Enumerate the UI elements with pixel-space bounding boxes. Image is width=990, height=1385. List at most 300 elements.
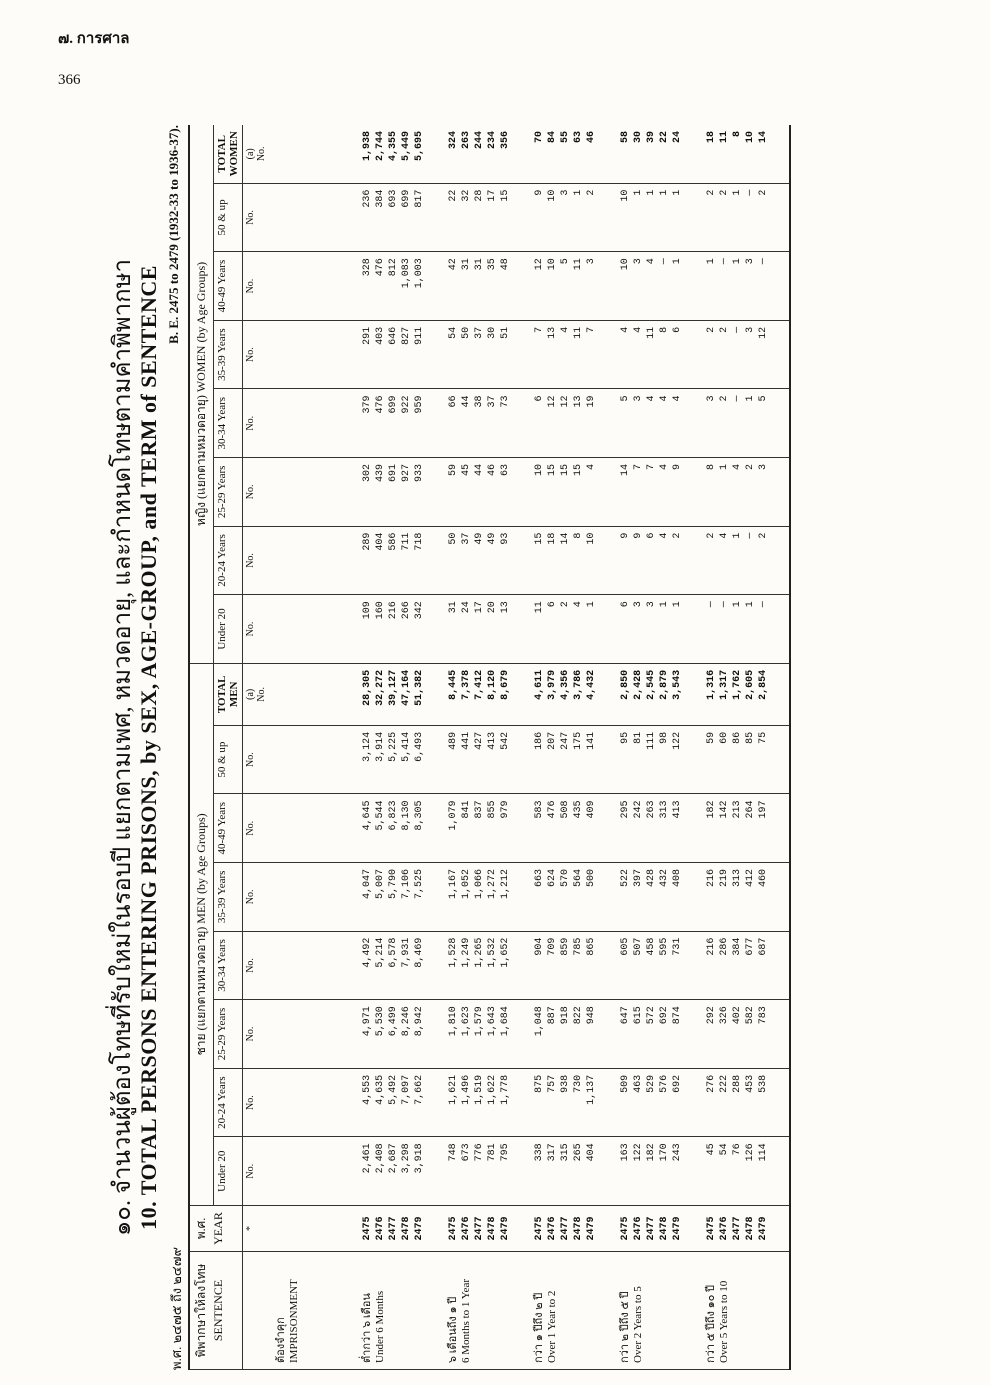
cell-value: 9	[633, 532, 644, 539]
cell-value: 15	[547, 464, 558, 477]
cell-value: 837	[474, 800, 485, 819]
cell-value: 730	[573, 1074, 584, 1093]
men-age-cell	[359, 1137, 445, 1206]
cell-value: 1,316	[706, 669, 717, 700]
cell-value: 1,762	[732, 669, 743, 700]
women-age-cell	[531, 183, 617, 252]
cell-value: 31	[474, 258, 485, 271]
cell-value: 1,066	[474, 869, 485, 900]
cell-value: 2	[706, 326, 717, 333]
cell-value: 356	[500, 131, 511, 150]
cell-value: 39,127	[388, 669, 399, 706]
cell-value: 37	[461, 532, 472, 545]
cell-value: 938	[560, 1074, 571, 1093]
cell-value: 11	[719, 131, 730, 144]
cell-value: 404	[375, 532, 386, 551]
cell-value: 4	[646, 395, 657, 402]
year-cell	[445, 1206, 531, 1252]
cell-value: 324	[448, 131, 459, 150]
cell-value: 48	[500, 258, 511, 271]
cell-value: 216	[706, 869, 717, 888]
cell-value: 95	[620, 731, 631, 744]
cell-value: 2,545	[646, 669, 657, 700]
cell-value: 295	[620, 800, 631, 819]
cell-value: 9	[620, 532, 631, 539]
cell-value: 5,544	[375, 800, 386, 831]
year-value: 2477	[474, 1216, 485, 1241]
cell-value: 1,003	[414, 258, 425, 289]
cell-value: 12	[560, 395, 571, 408]
page-number: 366	[58, 72, 81, 88]
cell-value: 731	[672, 937, 683, 956]
cell-value: 2,428	[633, 669, 644, 700]
cell-value: 795	[500, 1143, 511, 1162]
men-total-cell	[617, 663, 703, 725]
unit-label: No.	[256, 146, 267, 162]
cell-value: 507	[633, 937, 644, 956]
cell-value: 8,305	[414, 800, 425, 831]
year-cell	[703, 1206, 790, 1252]
cell-value: 1,167	[448, 869, 459, 900]
cell-value: 5,225	[388, 731, 399, 762]
units-blank	[243, 1252, 274, 1370]
cell-value: 709	[547, 937, 558, 956]
unit-label: No.	[243, 458, 274, 527]
cell-value: 2	[672, 532, 683, 539]
cell-value: 244	[474, 131, 485, 150]
cell-value: 289	[362, 532, 373, 551]
cell-value: 286	[719, 937, 730, 956]
cell-value: 9	[672, 464, 683, 471]
cell-value: 15	[573, 464, 584, 477]
cell-value: 11	[573, 326, 584, 339]
cell-value: 3	[586, 258, 597, 265]
cell-value: 1,621	[448, 1074, 459, 1105]
women-age-cell	[359, 320, 445, 389]
unit-label: No.	[243, 931, 274, 1000]
cell-value: 6,493	[414, 731, 425, 762]
cell-value: 170	[659, 1143, 670, 1162]
cell-value: 9	[534, 189, 545, 196]
cell-value: 3,543	[672, 669, 683, 700]
women-age-header: 25-29 Years	[214, 458, 243, 527]
cell-value: 3,979	[547, 669, 558, 700]
cell-value: 2,408	[375, 1143, 386, 1174]
cell-value: 711	[401, 532, 412, 551]
cell-value: 81	[633, 731, 644, 744]
cell-value: 18	[706, 131, 717, 144]
cell-value: —	[758, 601, 769, 608]
cell-value: 6	[672, 326, 683, 333]
cell-value: 10	[534, 464, 545, 477]
cell-value: 6,499	[388, 1006, 399, 1037]
cell-value: 1,622	[487, 1074, 498, 1105]
women-age-cell	[445, 458, 531, 527]
cell-value: 1,532	[487, 937, 498, 968]
unit-label-total	[243, 663, 274, 725]
cell-value: 49	[474, 532, 485, 545]
cell-value: 2,605	[745, 669, 756, 700]
cell-value: 5,492	[388, 1074, 399, 1105]
cell-value: 35	[487, 258, 498, 271]
cell-value: 6	[547, 601, 558, 608]
cell-value: 699	[401, 189, 412, 208]
cell-value: 59	[706, 731, 717, 744]
cell-value: 757	[547, 1074, 558, 1093]
cell-value: 31	[448, 601, 459, 614]
cell-value: 508	[560, 800, 571, 819]
women-total-cell	[445, 125, 531, 183]
cell-value: 1	[646, 189, 657, 196]
cell-value: 3	[633, 395, 644, 402]
cell-value: 699	[388, 395, 399, 414]
cell-value: 783	[758, 1006, 769, 1025]
cell-value: 247	[560, 731, 571, 750]
women-age-cell	[359, 526, 445, 595]
cell-value: 17	[474, 601, 485, 614]
cell-value: 1,496	[461, 1074, 472, 1105]
sentence-label-english: Under 6 Months	[374, 1290, 386, 1363]
cell-value: 46	[487, 464, 498, 477]
cell-value: 4	[586, 464, 597, 471]
cell-value: 4,971	[362, 1006, 373, 1037]
cell-value: 39	[646, 131, 657, 144]
cell-value: 264	[745, 800, 756, 819]
cell-value: 458	[646, 937, 657, 956]
cell-value: 14	[758, 131, 769, 144]
year-value: 2476	[547, 1216, 558, 1241]
cell-value: 7,931	[401, 937, 412, 968]
cell-value: 12	[534, 258, 545, 271]
table-row	[273, 125, 359, 1370]
cell-value: 4	[719, 532, 730, 539]
men-age-cell	[703, 1000, 790, 1069]
year-value: 2479	[414, 1216, 425, 1241]
cell-value: 687	[758, 937, 769, 956]
cell-value: 13	[547, 326, 558, 339]
cell-value: 2	[560, 601, 571, 608]
cell-value: 13	[500, 601, 511, 614]
cell-value: 7	[646, 464, 657, 471]
women-age-cell	[445, 252, 531, 321]
cell-value: 3	[706, 395, 717, 402]
cell-value: 5,007	[375, 869, 386, 900]
cell-value: 1,623	[461, 1006, 472, 1037]
table-row	[359, 125, 445, 1370]
cell-value: 32,272	[375, 669, 386, 706]
sentence-label-english: Over 1 Year to 2	[546, 1290, 558, 1363]
cell-value: 1,579	[474, 1006, 485, 1037]
men-age-header: Under 20	[214, 1137, 243, 1206]
cell-value: 8,120	[487, 669, 498, 700]
women-total-cell	[273, 125, 359, 183]
cell-value: 4,432	[586, 669, 597, 700]
cell-value: 1	[719, 464, 730, 471]
women-age-cell	[617, 320, 703, 389]
cell-value: 453	[745, 1074, 756, 1093]
cell-value: 859	[560, 937, 571, 956]
unit-label: No.	[243, 595, 274, 664]
cell-value: 1,048	[534, 1006, 545, 1037]
cell-value: 1,137	[586, 1074, 597, 1105]
cell-value: 328	[362, 258, 373, 277]
cell-value: 24	[672, 131, 683, 144]
women-age-header: Under 20	[214, 595, 243, 664]
cell-value: 2,850	[620, 669, 631, 700]
women-age-cell	[359, 389, 445, 458]
sentence-label-english: 6 Months to 1 Year	[460, 1278, 472, 1363]
cell-value: 6	[620, 601, 631, 608]
men-age-cell	[359, 1068, 445, 1137]
cell-value: 30	[487, 326, 498, 339]
cell-value: 45	[706, 1143, 717, 1156]
cell-value: 42	[448, 258, 459, 271]
men-total-cell	[273, 663, 359, 725]
men-age-cell	[703, 863, 790, 932]
cell-value: 313	[659, 800, 670, 819]
cell-value: 45	[461, 464, 472, 477]
year-value: 2475	[620, 1216, 631, 1241]
cell-value: 500	[586, 869, 597, 888]
cell-value: 3,124	[362, 731, 373, 762]
women-age-cell	[445, 595, 531, 664]
year-value: 2479	[758, 1216, 769, 1241]
cell-value: 292	[706, 1006, 717, 1025]
cell-value: 63	[573, 131, 584, 144]
cell-value: 933	[414, 464, 425, 483]
men-total-header: TOTAL MEN	[214, 663, 243, 725]
cell-value: 692	[659, 1006, 670, 1025]
cell-value: 1,083	[401, 258, 412, 289]
men-age-cell	[703, 1137, 790, 1206]
cell-value: 59	[448, 464, 459, 477]
women-age-cell	[273, 458, 359, 527]
year-value: 2479	[500, 1216, 511, 1241]
men-age-header: 50 & up	[214, 725, 243, 794]
cell-value: 85	[745, 731, 756, 744]
year-value: 2478	[573, 1216, 584, 1241]
cell-value: 1	[586, 601, 597, 608]
cell-value: 7,525	[414, 869, 425, 900]
cell-value: 384	[732, 937, 743, 956]
women-age-cell	[617, 252, 703, 321]
women-age-cell	[617, 389, 703, 458]
year-value: 2479	[586, 1216, 597, 1241]
cell-value: 1,519	[474, 1074, 485, 1105]
cell-value: 2,744	[375, 131, 386, 162]
cell-value: 785	[573, 937, 584, 956]
women-age-cell	[445, 320, 531, 389]
cell-value: 1	[672, 258, 683, 265]
cell-value: 409	[586, 800, 597, 819]
prison-table	[188, 125, 791, 1370]
year-value: 2475	[534, 1216, 545, 1241]
year-value: 2478	[659, 1216, 670, 1241]
men-age-cell	[531, 931, 617, 1000]
cell-value: 10	[620, 258, 631, 271]
women-age-cell	[445, 183, 531, 252]
unit-label: No.	[243, 1137, 274, 1206]
cell-value: 216	[388, 601, 399, 620]
men-age-cell	[617, 863, 703, 932]
cell-value: 8	[732, 131, 743, 138]
cell-value: 11	[534, 601, 545, 614]
unit-label: No.	[243, 1068, 274, 1137]
cell-value: 4	[560, 326, 571, 333]
cell-value: 1,079	[448, 800, 459, 831]
cell-value: 1,528	[448, 937, 459, 968]
cell-value: —	[659, 258, 670, 265]
men-age-cell	[703, 931, 790, 1000]
men-age-cell	[703, 1068, 790, 1137]
cell-value: 4	[659, 532, 670, 539]
women-total-cell	[531, 125, 617, 183]
cell-value: 2,461	[362, 1143, 373, 1174]
unit-label: No.	[243, 183, 274, 252]
cell-value: 44	[461, 395, 472, 408]
cell-value: 8,246	[401, 1006, 412, 1037]
sentence-label-english: IMPRISONMENT	[288, 1279, 300, 1363]
period-thai: พ.ศ. ๒๔๗๕ ถึง ๒๔๗๙	[169, 1246, 184, 1370]
men-age-header: 30-34 Years	[214, 931, 243, 1000]
men-age-cell	[617, 1068, 703, 1137]
cell-value: 2	[706, 532, 717, 539]
men-age-cell	[531, 1068, 617, 1137]
cell-value: 32	[461, 189, 472, 202]
table-row	[445, 125, 531, 1370]
cell-value: 19	[586, 395, 597, 408]
unit-label: No.	[243, 320, 274, 389]
cell-value: 302	[362, 464, 373, 483]
cell-value: 263	[461, 131, 472, 150]
table-row	[617, 125, 703, 1370]
cell-value: 38	[474, 395, 485, 408]
sentence-label	[445, 1252, 531, 1370]
cell-value: 182	[646, 1143, 657, 1162]
cell-value: 109	[362, 601, 373, 620]
cell-value: 75	[758, 731, 769, 744]
cell-value: 1,684	[500, 1006, 511, 1037]
sentence-label	[359, 1252, 445, 1370]
women-age-header: 20-24 Years	[214, 526, 243, 595]
cell-value: —	[732, 395, 743, 402]
women-age-cell	[703, 458, 790, 527]
cell-value: 404	[586, 1143, 597, 1162]
cell-value: 8	[706, 464, 717, 471]
cell-value: 408	[672, 869, 683, 888]
cell-value: 413	[672, 800, 683, 819]
cell-value: 927	[401, 464, 412, 483]
table-row	[703, 125, 790, 1370]
men-age-cell	[359, 863, 445, 932]
cell-value: 6	[534, 395, 545, 402]
cell-value: 911	[414, 326, 425, 345]
cell-value: 10	[547, 189, 558, 202]
cell-value: 2	[719, 189, 730, 196]
cell-value: 748	[448, 1143, 459, 1162]
cell-value: 522	[620, 869, 631, 888]
cell-value: 2	[719, 326, 730, 333]
units-star: *	[243, 1206, 274, 1252]
cell-value: 2	[758, 189, 769, 196]
cell-value: 692	[672, 1074, 683, 1093]
cell-value: 693	[388, 189, 399, 208]
cell-value: 22	[659, 131, 670, 144]
men-age-cell	[359, 1000, 445, 1069]
cell-value: 570	[560, 869, 571, 888]
cell-value: 213	[732, 800, 743, 819]
cell-value: 28,305	[362, 669, 373, 706]
cell-value: —	[706, 601, 717, 608]
cell-value: 605	[620, 937, 631, 956]
note-a: (a)	[245, 148, 256, 160]
cell-value: 3	[560, 189, 571, 196]
cell-value: 8	[573, 532, 584, 539]
cell-value: 1	[672, 601, 683, 608]
cell-value: 4,047	[362, 869, 373, 900]
year-value: 2476	[633, 1216, 644, 1241]
cell-value: 572	[646, 1006, 657, 1025]
cell-value: 874	[672, 1006, 683, 1025]
cell-value: 20	[487, 601, 498, 614]
cell-value: 542	[500, 731, 511, 750]
cell-value: 3	[745, 326, 756, 333]
cell-value: 4	[633, 326, 644, 333]
cell-value: 51,382	[414, 669, 425, 706]
men-age-cell	[445, 1137, 531, 1206]
cell-value: 315	[560, 1143, 571, 1162]
cell-value: 8,469	[414, 937, 425, 968]
chapter-heading: ๗. การศาล	[58, 31, 130, 47]
cell-value: 10	[547, 258, 558, 271]
women-age-cell	[273, 389, 359, 458]
title-english: 10. TOTAL PERSONS ENTERING PRISONS, by SEX, AGE-GROUP, and TERM of SENTENCE	[136, 265, 161, 1230]
cell-value: 827	[401, 326, 412, 345]
cell-value: 1,249	[461, 937, 472, 968]
men-age-cell	[273, 1068, 359, 1137]
cell-value: 959	[414, 395, 425, 414]
unit-label: No.	[243, 863, 274, 932]
cell-value: 58	[620, 131, 631, 144]
men-age-cell	[531, 794, 617, 863]
cell-value: 576	[659, 1074, 670, 1093]
cell-value: 4,492	[362, 937, 373, 968]
cell-value: 918	[560, 1006, 571, 1025]
cell-value: 865	[586, 937, 597, 956]
men-age-cell	[359, 931, 445, 1000]
cell-value: 13	[573, 395, 584, 408]
men-age-cell	[445, 931, 531, 1000]
cell-value: 5,530	[375, 1006, 386, 1037]
women-total-cell	[359, 125, 445, 183]
cell-value: 216	[706, 937, 717, 956]
cell-value: 54	[448, 326, 459, 339]
cell-value: 14	[620, 464, 631, 477]
women-age-header: 30-34 Years	[214, 389, 243, 458]
table-row	[531, 125, 617, 1370]
cell-value: 384	[375, 189, 386, 208]
cell-value: 4,553	[362, 1074, 373, 1105]
women-age-cell	[531, 252, 617, 321]
cell-value: 817	[414, 189, 425, 208]
cell-value: 564	[573, 869, 584, 888]
men-age-cell	[445, 794, 531, 863]
cell-value: 3	[633, 601, 644, 608]
cell-value: 4	[659, 464, 670, 471]
sentence-label-english: Over 5 Years to 10	[718, 1280, 730, 1363]
men-age-cell	[617, 794, 703, 863]
women-age-cell	[273, 595, 359, 664]
